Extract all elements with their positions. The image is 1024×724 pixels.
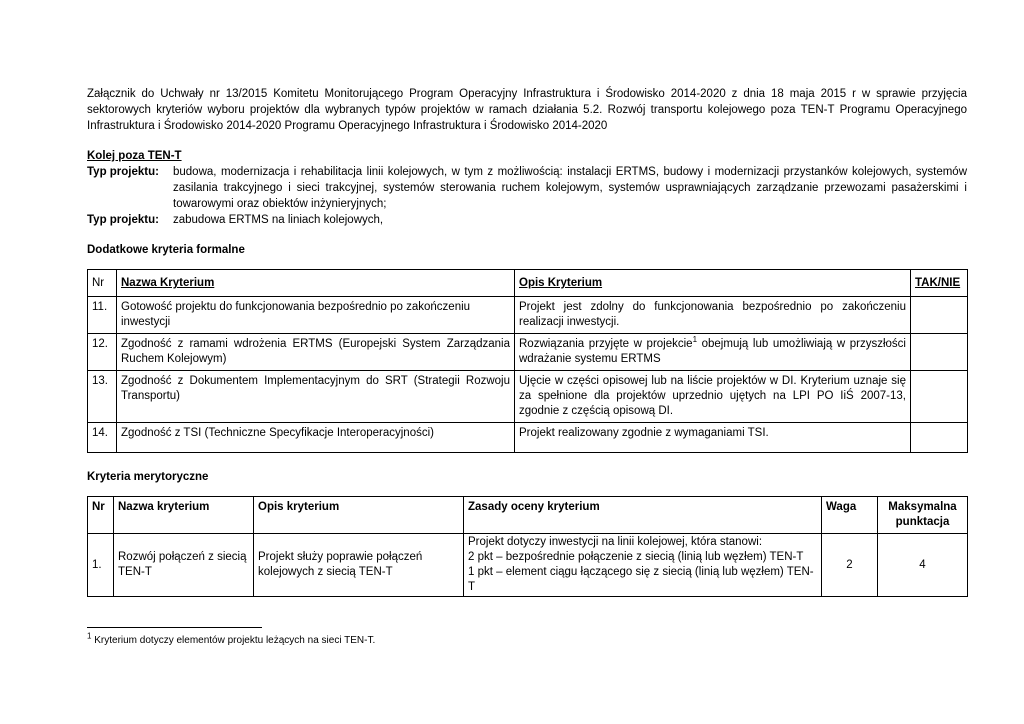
column-header: Maksymalna punktacja <box>878 497 968 534</box>
cell-value <box>911 423 968 453</box>
rules-line: 2 pkt – bezpośrednie połączenie z siecią (linią lub węzłem) TEN-T <box>468 551 804 563</box>
cell-nr: 1. <box>88 534 114 597</box>
cell-rules <box>464 534 822 597</box>
project-type-label: Typ projektu: <box>87 166 159 178</box>
column-header: Waga <box>822 497 878 534</box>
section-title-text: Kolej poza TEN-T <box>87 150 182 162</box>
cell-desc: Projekt jest zdolny do funkcjonowania bezpośrednio po zakończeniu realizacji inwestycji. <box>515 297 911 334</box>
cell-name: Zgodność z ramami wdrożenia ERTMS (Europejski System Zarządzania Ruchem Kolejowym) <box>117 334 515 371</box>
project-type-label: Typ projektu: <box>87 214 159 226</box>
column-header: Zasady oceny kryterium <box>464 497 822 534</box>
cell-desc: Ujęcie w części opisowej lub na liście projektów w DI. Kryterium uznaje się za spełnione dla projektów uprzednio ujętych na LPI PO IiŚ 2007-13, zgodnie z częścią opisową DI. <box>515 371 911 423</box>
section-title <box>87 148 967 164</box>
column-header: TAK/NIE <box>911 270 968 297</box>
cell-value <box>911 371 968 423</box>
formal-criteria-table <box>87 269 968 453</box>
intro-paragraph: Załącznik do Uchwały nr 13/2015 Komitetu Monitorującego Program Operacyjny Infrastruktura i Środowisko 2014-2020 z dnia 18 maja 2015 r w sprawie przyjęcia sektorowych kryteriów wyboru projektów dla wybranych typów projektów w ramach działania 5.2. Rozwój transportu kolejowego poza TEN-T Programu Operacyjnego Infrastruktura i Środowisko 2014-2020 Programu Operacyjnego Infrastruktura i Środowisko 2014-2020 <box>87 88 967 132</box>
cell-name: Zgodność z TSI (Techniczne Specyfikacje Interoperacyjności) <box>117 423 515 453</box>
table-row <box>88 371 968 423</box>
merit-criteria-heading: Kryteria merytoryczne <box>87 471 209 483</box>
cell-weight: 2 <box>822 534 878 597</box>
cell-desc <box>515 334 911 371</box>
footnote-separator <box>87 627 262 628</box>
table-row <box>88 297 968 334</box>
table-header-row <box>88 270 968 297</box>
column-header: Nazwa kryterium <box>114 497 254 534</box>
project-type-text: budowa, modernizacja i rehabilitacja linii kolejowych, w tym z możliwością: instalacji ERTMS, budowy i modernizacji przystanków kolejowych, systemów zasilania trakcyjnego i sieci trakcyjnej, systemów sterowania ruchem kolejowym, systemów usprawniających zarządzanie przewozami pasażerskimi i towarowymi oraz obiektów inżynieryjnych; <box>173 166 967 210</box>
table-row <box>88 534 968 597</box>
column-header: Opis Kryterium <box>515 270 911 297</box>
column-header: Nazwa Kryterium <box>117 270 515 297</box>
table-header-row <box>88 497 968 534</box>
column-header: Nr <box>88 497 114 534</box>
column-header: Opis kryterium <box>254 497 464 534</box>
cell-name: Rozwój połączeń z siecią TEN-T <box>114 534 254 597</box>
cell-nr: 13. <box>88 371 117 423</box>
rules-line: Projekt dotyczy inwestycji na linii kolejowej, która stanowi: <box>468 536 763 548</box>
cell-name: Zgodność z Dokumentem Implementacyjnym do SRT (Strategii Rozwoju Transportu) <box>117 371 515 423</box>
project-type-row <box>87 212 967 228</box>
cell-nr: 14. <box>88 423 117 453</box>
cell-desc-part: Rozwiązania przyjęte w projekcie <box>519 338 693 350</box>
rules-line: 1 pkt – element ciągu łączącego się z siecią (linią lub węzłem) TEN-T <box>468 566 814 593</box>
footnote-text: Kryterium dotyczy elementów projektu leżących na sieci TEN-T. <box>91 635 376 646</box>
cell-value <box>911 334 968 371</box>
cell-desc-part: obejmują lub umożliwiają w przyszłości wdrażanie systemu ERTMS <box>519 338 906 365</box>
footnote-ref: 1 <box>692 335 698 345</box>
column-header: Nr <box>88 270 117 297</box>
cell-nr: 12. <box>88 334 117 371</box>
footnote <box>87 631 967 648</box>
table-row <box>88 423 968 453</box>
document-page <box>87 86 967 648</box>
cell-desc: Projekt służy poprawie połączeń kolejowych z siecią TEN-T <box>254 534 464 597</box>
cell-name: Gotowość projektu do funkcjonowania bezpośrednio po zakończeniu inwestycji <box>117 297 515 334</box>
project-type-row <box>87 164 967 212</box>
footnote-number: 1 <box>87 631 92 641</box>
cell-value <box>911 297 968 334</box>
cell-max: 4 <box>878 534 968 597</box>
table-row <box>88 334 968 371</box>
cell-nr: 11. <box>88 297 117 334</box>
cell-desc: Projekt realizowany zgodnie z wymaganiami TSI. <box>515 423 911 453</box>
formal-criteria-heading: Dodatkowe kryteria formalne <box>87 244 245 256</box>
project-type-text: zabudowa ERTMS na liniach kolejowych, <box>173 214 384 226</box>
merit-criteria-table <box>87 496 968 597</box>
